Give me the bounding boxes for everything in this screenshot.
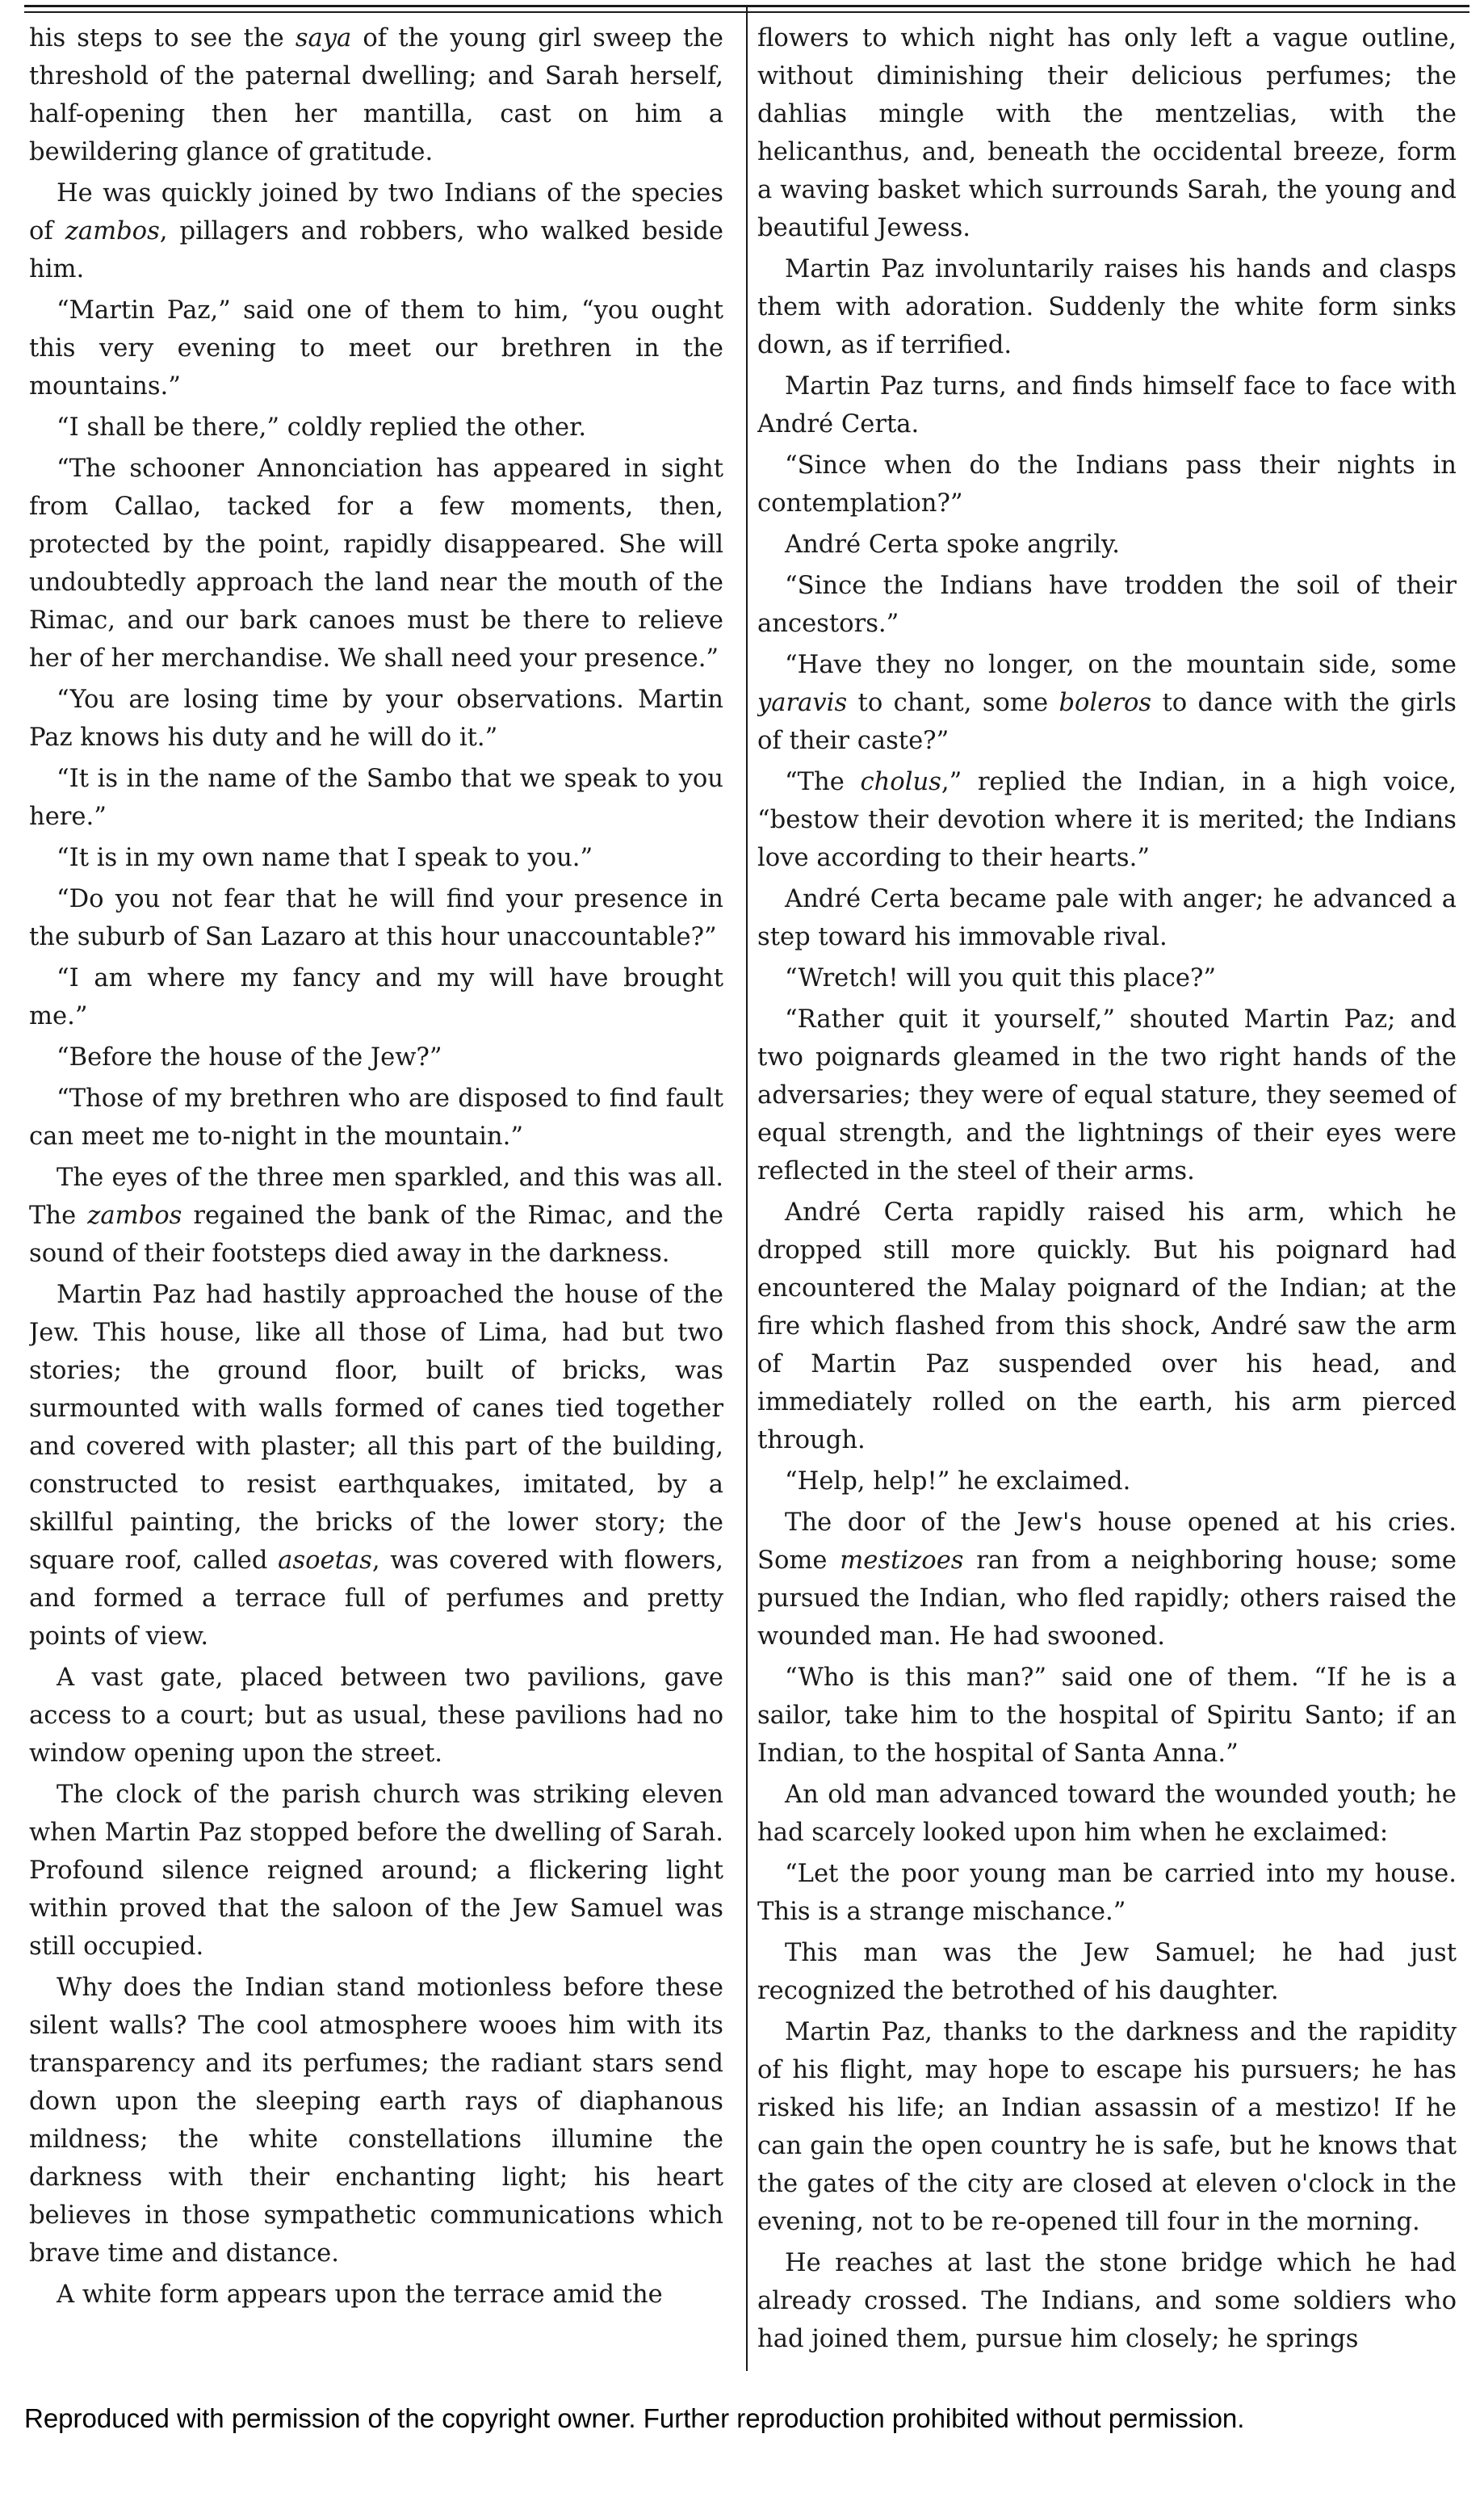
right-column-paragraph: flowers to which night has only left a vague outline, without diminishing their delicious perfumes; the dahlias mingle with the mentzelias, with the helicanthus, and, beneath the occidental breeze, form a waving basket which surrounds Sarah, the young and beautiful Jewess. (757, 24, 1457, 242)
right-column-paragraph: He reaches at last the stone bridge which he had already crossed. The Indians, and some soldiers who had joined them, pursue him closely; he springs (757, 2249, 1457, 2353)
right-column-paragraph: The door of the Jew's house opened at his cries. Some mestizoes ran from a neighboring house; some pursued the Indian, who fled rapidly; others raised the wounded man. He had swooned. (757, 1509, 1457, 1651)
right-column-paragraph: “Have they no longer, on the mountain side, some yaravis to chant, some boleros to dance with the girls of their caste?” (757, 651, 1457, 755)
left-column-paragraph: “Martin Paz,” said one of them to him, “you ought this very evening to meet our brethren in the mountains.” (29, 296, 723, 401)
right-column-paragraph: André Certa rapidly raised his arm, which he dropped still more quickly. But his poignard had encountered the Malay poignard of the Indian; at the fire which flashed from this shock, André saw the arm of Martin Paz suspended over his head, and immediately rolled on the earth, his arm pierced through. (757, 1198, 1457, 1454)
right-column-paragraph: “The cholus,” replied the Indian, in a high voice, “bestow their devotion where it is merited; the Indians love according to their hearts.” (757, 768, 1457, 872)
right-column-paragraph: “Help, help!” he exclaimed. (785, 1467, 1131, 1496)
left-column-paragraph: The eyes of the three men sparkled, and this was all. The zambos regained the bank of the Rimac, and the sound of their footsteps died away in the darkness. (29, 1164, 723, 1268)
right-column-paragraph: This man was the Jew Samuel; he had just recognized the betrothed of his daughter. (757, 1939, 1457, 2005)
right-column-paragraph: “Rather quit it yourself,” shouted Martin Paz; and two poignards gleamed in the two right hands of the adversaries; they were of equal stature, they seemed of equal strength, and the lightnings of their eyes were reflected in the steel of their arms. (757, 1005, 1457, 1185)
left-column-paragraph: “Do you not fear that he will find your presence in the suburb of San Lazaro at this hour unaccountable?” (29, 885, 723, 951)
right-column-paragraph: An old man advanced toward the wounded youth; he had scarcely looked upon him when he exclaimed: (757, 1781, 1457, 1847)
left-column-paragraph: “It is in my own name that I speak to you.” (57, 844, 593, 872)
left-column-paragraph: A white form appears upon the terrace amid the (57, 2281, 663, 2309)
left-text-column (29, 19, 723, 2377)
left-column-paragraph: “Before the house of the Jew?” (57, 1043, 442, 1072)
right-column-paragraph: “Wretch! will you quit this place?” (785, 964, 1217, 992)
left-column-paragraph: “I am where my fancy and my will have brought me.” (29, 964, 723, 1030)
column-divider (746, 5, 748, 2371)
right-column-paragraph: André Certa became pale with anger; he advanced a step toward his immovable rival. (757, 885, 1457, 951)
left-column-paragraph: A vast gate, placed between two pavilions, gave access to a court; but as usual, these pavilions had no window opening upon the street. (29, 1664, 723, 1768)
copyright-notice: Reproduced with permission of the copyright owner. Further reproduction prohibited without permission. (24, 2403, 1245, 2433)
left-column-paragraph: The clock of the parish church was striking eleven when Martin Paz stopped before the dwelling of Sarah. Profound silence reigned around; a flickering light within proved that the saloon of the Jew Samuel was still occupied. (29, 1781, 723, 1961)
right-column-paragraph: Martin Paz, thanks to the darkness and the rapidity of his flight, may hope to escape his pursuers; he has risked his life; an Indian assassin of a mestizo! If he can gain the open country he is safe, but he knows that the gates of the city are closed at eleven o'clock in the evening, not to be re-opened till four in the morning. (757, 2018, 1457, 2236)
right-column-paragraph: Martin Paz involuntarily raises his hands and clasps them with adoration. Suddenly the white form sinks down, as if terrified. (757, 255, 1457, 359)
left-column-paragraph: his steps to see the saya of the young girl sweep the threshold of the paternal dwelling; and Sarah herself, half-opening then her mantilla, cast on him a bewildering glance of gratitude. (29, 24, 723, 166)
left-column-paragraph: He was quickly joined by two Indians of the species of zambos, pillagers and robbers, who walked beside him. (29, 179, 723, 283)
right-column-paragraph: “Since when do the Indians pass their nights in contemplation?” (757, 451, 1457, 518)
right-text-column (757, 19, 1457, 2377)
left-column-paragraph: Why does the Indian stand motionless before these silent walls? The cool atmosphere wooes him with its transparency and its perfumes; the radiant stars send down upon the sleeping earth rays of diaphanous mildness; the white constellations illumine the darkness with their enchanting light; his heart believes in those sympathetic communications which brave time and distance. (29, 1974, 723, 2268)
left-column-paragraph: “Those of my brethren who are disposed to find fault can meet me to-night in the mountain.” (29, 1085, 723, 1151)
right-column-paragraph: “Let the poor young man be carried into my house. This is a strange mischance.” (757, 1860, 1457, 1926)
right-column-paragraph: “Who is this man?” said one of them. “If he is a sailor, take him to the hospital of Spiritu Santo; if an Indian, to the hospital of Santa Anna.” (757, 1664, 1457, 1768)
left-column-paragraph: “I shall be there,” coldly replied the other. (57, 413, 587, 442)
left-column-paragraph: “You are losing time by your observations. Martin Paz knows his duty and he will do it.” (29, 686, 723, 752)
right-column-paragraph: Martin Paz turns, and finds himself face to face with André Certa. (757, 372, 1457, 439)
right-column-paragraph: “Since the Indians have trodden the soil of their ancestors.” (757, 572, 1457, 638)
left-column-paragraph: “It is in the name of the Sambo that we speak to you here.” (29, 765, 723, 831)
left-column-paragraph: “The schooner Annonciation has appeared in sight from Callao, tacked for a few moments, then, protected by the point, rapidly disappeared. She will undoubtedly approach the land near the mouth of the Rimac, and our bark canoes must be there to relieve her of her merchandise. We shall need your presence.” (29, 455, 723, 673)
left-column-paragraph: Martin Paz had hastily approached the house of the Jew. This house, like all those of Lima, had but two stories; the ground floor, built of bricks, was surmounted with walls formed of canes tied together and covered with plaster; all this part of the building, constructed to resist earthquakes, imitated, by a skillful painting, the bricks of the lower story; the square roof, called asoetas, was covered with flowers, and formed a terrace full of perfumes and pretty points of view. (29, 1281, 723, 1651)
right-column-paragraph: André Certa spoke angrily. (785, 531, 1120, 559)
